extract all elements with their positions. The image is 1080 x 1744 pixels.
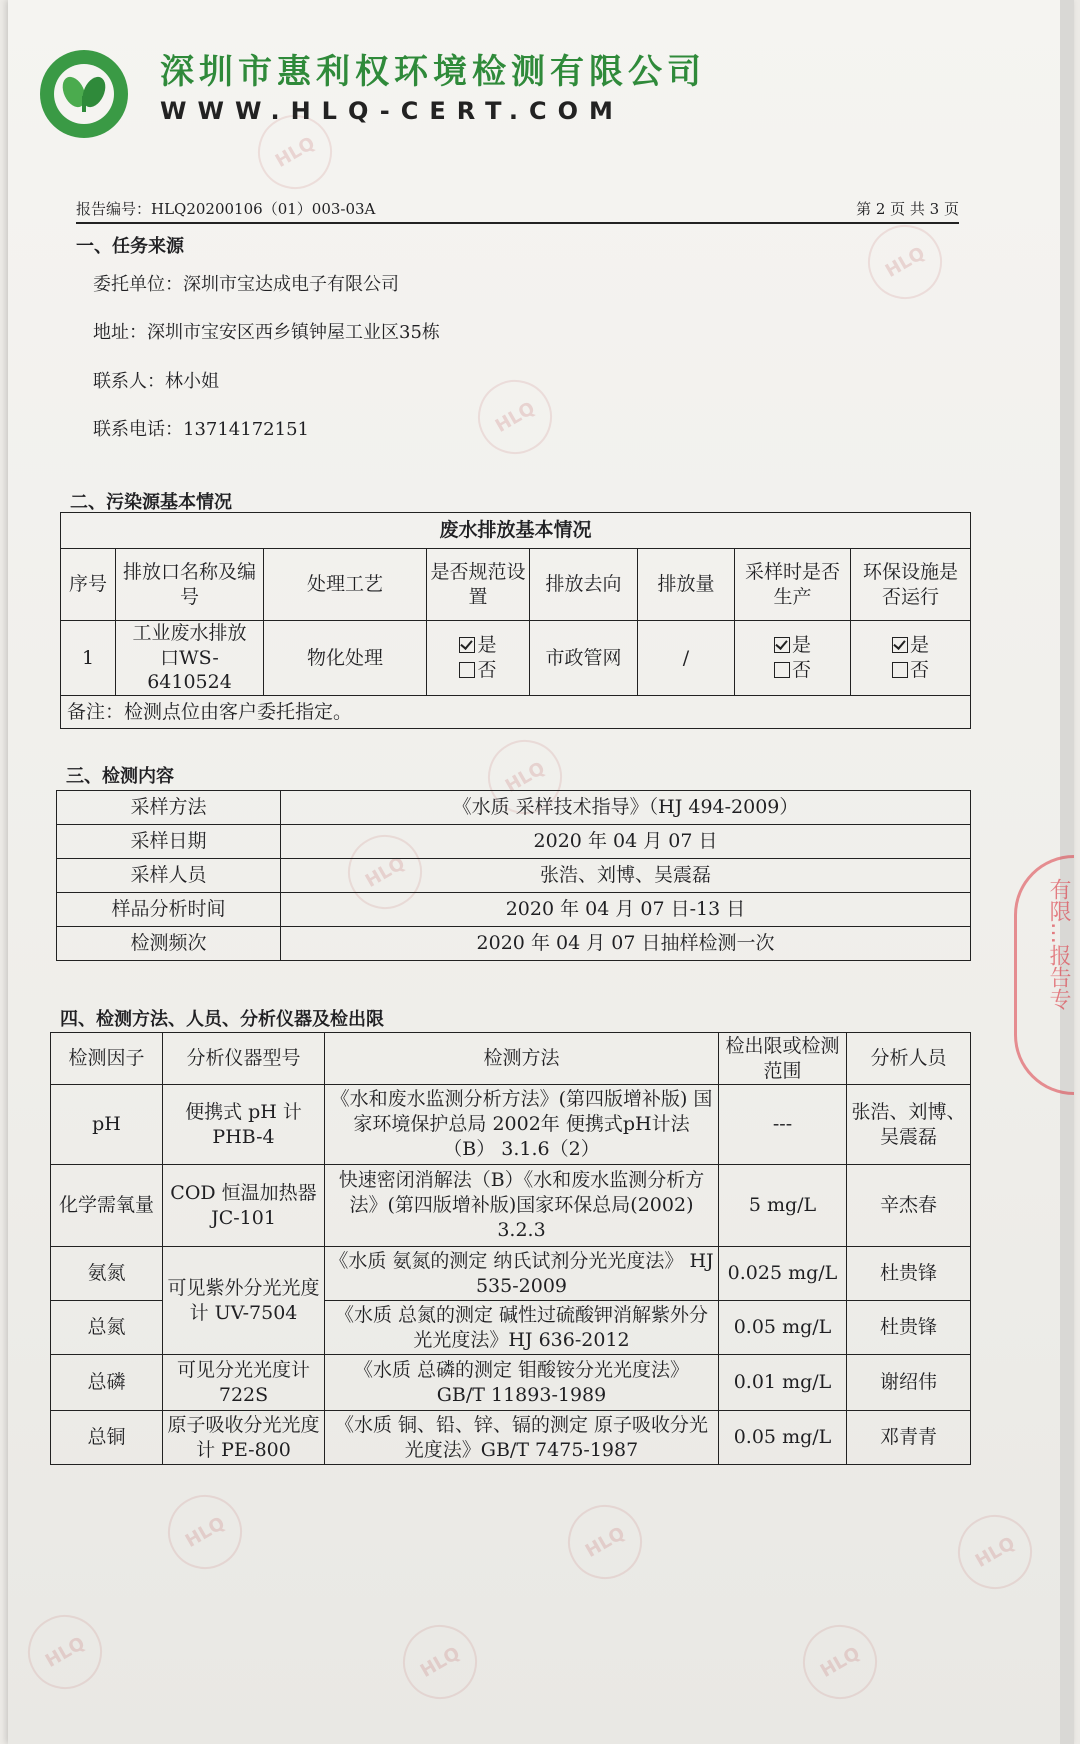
limit: --- — [719, 1085, 847, 1165]
section2-title: 二、污染源基本情况 — [70, 492, 232, 513]
col-header: 分析仪器型号 — [163, 1033, 325, 1085]
limit: 5 mg/L — [719, 1165, 847, 1247]
checked-box-icon — [892, 637, 908, 653]
watermark: HLQ — [554, 1491, 655, 1592]
col-header: 环保设施是否运行 — [851, 549, 971, 621]
row-label: 检测频次 — [57, 927, 281, 961]
table-row — [57, 893, 971, 927]
limit: 0.01 mg/L — [719, 1355, 847, 1411]
destination: 市政管网 — [530, 621, 638, 696]
outlet-name-line1: 工业废水排放 — [132, 622, 247, 644]
factor: pH — [51, 1085, 163, 1165]
report-number: 报告编号：HLQ20200106（01）003-03A — [76, 200, 376, 218]
address-field: 地址：深圳市宝安区西乡镇钟屋工业区35栋 — [93, 322, 440, 343]
outlet-name-line2: 口WS-6410524 — [147, 646, 232, 694]
table-row — [57, 825, 971, 859]
limit: 0.05 mg/L — [719, 1301, 847, 1355]
analyst: 杜贵锋 — [847, 1301, 971, 1355]
analyst: 张浩、刘博、吴震磊 — [847, 1085, 971, 1165]
limit: 0.025 mg/L — [719, 1247, 847, 1301]
yes-label: 是 — [791, 634, 811, 657]
instrument: 便携式 pH 计 PHB-4 — [163, 1085, 325, 1165]
table-row — [51, 1085, 971, 1165]
table-row — [51, 1355, 971, 1411]
row-value: 张浩、刘博、吴震磊 — [281, 859, 971, 893]
empty-box-icon — [774, 662, 790, 678]
row-label: 采样人员 — [57, 859, 281, 893]
no-label: 否 — [477, 659, 497, 682]
limit: 0.05 mg/L — [719, 1411, 847, 1465]
col-header: 检测方法 — [325, 1033, 719, 1085]
table-row — [51, 1411, 971, 1465]
method: 快速密闭消解法（B）《水和废水监测分析方法》(第四版增补版)国家环保总局(2002) 3.2.3 — [325, 1165, 719, 1247]
instrument: 可见分光光度计 722S — [163, 1355, 325, 1411]
watermark: HLQ — [14, 1601, 115, 1702]
section3-title: 三、检测内容 — [66, 766, 174, 787]
yes-label: 是 — [477, 634, 497, 657]
method: 《水质 总磷的测定 钼酸铵分光光度法》 GB/T 11893-1989 — [325, 1355, 719, 1411]
instrument: 原子吸收分光光度计 PE-800 — [163, 1411, 325, 1465]
analyst: 谢绍伟 — [847, 1355, 971, 1411]
instrument: 可见紫外分光光度计 UV-7504 — [163, 1247, 325, 1355]
col-header: 采样时是否生产 — [735, 549, 851, 621]
analyst: 邓青青 — [847, 1411, 971, 1465]
discharge-table-title: 废水排放基本情况 — [61, 513, 971, 549]
watermark: HLQ — [789, 1611, 890, 1712]
row-number: 1 — [61, 621, 116, 696]
watermark: HLQ — [474, 726, 575, 827]
row-label: 样品分析时间 — [57, 893, 281, 927]
standard-setting-checkboxes — [427, 621, 530, 696]
method: 《水和废水监测分析方法》(第四版增补版) 国家环境保护总局 2002年 便携式pH计法 （B） 3.1.6（2） — [325, 1085, 719, 1165]
production-checkboxes — [735, 621, 851, 696]
outlet-name — [116, 621, 264, 696]
col-header: 序号 — [61, 549, 116, 621]
yes-label: 是 — [910, 634, 930, 657]
no-label: 否 — [791, 659, 811, 682]
col-header: 处理工艺 — [264, 549, 427, 621]
row-label: 采样日期 — [57, 825, 281, 859]
col-header: 排放口名称及编号 — [116, 549, 264, 621]
factor: 氨氮 — [51, 1247, 163, 1301]
table-note: 备注：检测点位由客户委托指定。 — [61, 696, 971, 729]
company-logo-icon — [38, 48, 130, 140]
analyst: 杜贵锋 — [847, 1247, 971, 1301]
method: 《水质 氨氮的测定 纳氏试剂分光光度法》 HJ 535-2009 — [325, 1247, 719, 1301]
table-row — [57, 927, 971, 961]
table-row — [51, 1247, 971, 1301]
volume: / — [638, 621, 735, 696]
watermark: HLQ — [944, 1501, 1045, 1602]
checked-box-icon — [774, 637, 790, 653]
col-header: 检出限或检测范围 — [719, 1033, 847, 1085]
watermark: HLQ — [154, 1481, 255, 1582]
client-field: 委托单位：深圳市宝达成电子有限公司 — [93, 274, 399, 295]
watermark: HLQ — [854, 211, 955, 312]
report-page — [8, 0, 1074, 1744]
analyst: 辛杰春 — [847, 1165, 971, 1247]
factor: 化学需氧量 — [51, 1165, 163, 1247]
watermark: HLQ — [464, 366, 565, 467]
facility-checkboxes — [851, 621, 971, 696]
watermark: HLQ — [244, 101, 345, 202]
process: 物化处理 — [264, 621, 427, 696]
col-header: 排放去向 — [530, 549, 638, 621]
discharge-table — [60, 512, 971, 729]
phone-field: 联系电话：13714172151 — [93, 419, 309, 440]
watermark: HLQ — [334, 821, 435, 922]
inspection-content-table — [56, 790, 971, 961]
contact-field: 联系人：林小姐 — [93, 371, 219, 392]
section1-title: 一、任务来源 — [76, 236, 184, 257]
row-value: 2020 年 04 月 07 日 — [281, 825, 971, 859]
col-header: 检测因子 — [51, 1033, 163, 1085]
header-rule — [76, 222, 959, 224]
table-row — [51, 1165, 971, 1247]
empty-box-icon — [459, 662, 475, 678]
watermark: HLQ — [389, 1611, 490, 1712]
no-label: 否 — [910, 659, 930, 682]
col-header: 是否规范设置 — [427, 549, 530, 621]
row-value: 2020 年 04 月 07 日-13 日 — [281, 893, 971, 927]
method: 《水质 总氮的测定 碱性过硫酸钾消解紫外分光光度法》HJ 636-2012 — [325, 1301, 719, 1355]
method: 《水质 铜、铅、锌、镉的测定 原子吸收分光光度法》GB/T 7475-1987 — [325, 1411, 719, 1465]
checked-box-icon — [459, 637, 475, 653]
factor: 总铜 — [51, 1411, 163, 1465]
instrument: COD 恒温加热器 JC-101 — [163, 1165, 325, 1247]
table-row — [57, 791, 971, 825]
factor: 总氮 — [51, 1301, 163, 1355]
company-name: 深圳市惠利权环境检测有限公司 — [160, 52, 706, 92]
row-value: 2020 年 04 月 07 日抽样检测一次 — [281, 927, 971, 961]
table-row — [57, 859, 971, 893]
row-label: 采样方法 — [57, 791, 281, 825]
company-website: WWW.HLQ-CERT.COM — [160, 97, 624, 125]
row-value: 《水质 采样技术指导》（HJ 494-2009） — [281, 791, 971, 825]
empty-box-icon — [892, 662, 908, 678]
section4-title: 四、检测方法、人员、分析仪器及检出限 — [60, 1009, 384, 1030]
col-header: 排放量 — [638, 549, 735, 621]
col-header: 分析人员 — [847, 1033, 971, 1085]
factor: 总磷 — [51, 1355, 163, 1411]
page-number: 第 2 页 共 3 页 — [856, 200, 959, 218]
official-stamp: 有限…报告专 — [1014, 855, 1074, 1095]
methods-table — [50, 1032, 971, 1465]
